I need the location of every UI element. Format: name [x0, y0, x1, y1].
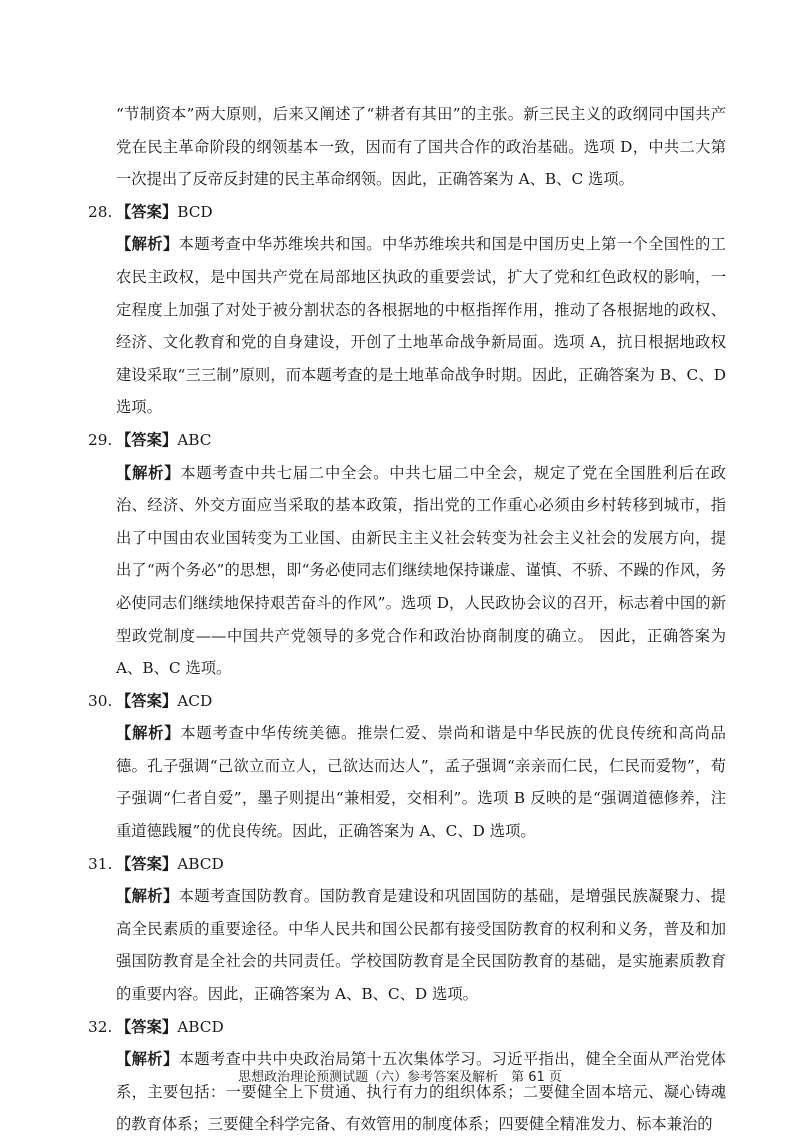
analysis-text: 本题考查国防教育。国防教育是建设和巩固国防的基础，是增强民族凝聚力、提高全民素质的重要途径。中华人民共和国公民都有接受国防教育的权利和义务，普及和加强国防教育是全社会的共同责任。学校国防教育是全民国防教育的基础，是实施素质教育的重要内容。因此，正确答案为 A、B、C、D 选项。 [116, 887, 726, 1004]
question-number: 32. [88, 1017, 113, 1036]
answer-item-31 [88, 848, 726, 1011]
answer-line [88, 424, 726, 457]
question-number: 29. [88, 430, 113, 449]
analysis-tag: 【解析】 [116, 235, 179, 254]
analysis-tag: 【解析】 [116, 887, 179, 906]
analysis-tag: 【解析】 [116, 1050, 179, 1069]
analysis-tag: 【解析】 [116, 463, 181, 482]
answer-value: ABCD [177, 1017, 224, 1036]
intro-paragraph: “节制资本”两大原则，后来又阐述了“耕者有其田”的主张。新三民主义的政纲同中国共产党在民主革命阶段的纲领基本一致，因而有了国共合作的政治基础。选项 D，中共二大第一次提出了反帝反封建的民主革命纲领。因此，正确答案为 A、B、C 选项。 [116, 105, 726, 189]
analysis-text: 本题考查中华苏维埃共和国。中华苏维埃共和国是中国历史上第一个全国性的工农民主政权，是中国共产党在局部地区执政的重要尝试，扩大了党和红色政权的影响，一定程度上加强了对处于被分割状态的各根据地的中枢指挥作用，推动了各根据地的政权、经济、文化教育和党的自身建设，开创了土地革命战争新局面。选项 A，抗日根据地政权建设采取“三三制”原则，而本题考查的是土地革命战争时期。因此，正确答案为 B、C、D 选项。 [116, 235, 726, 417]
answer-value: ABCD [177, 854, 224, 873]
answer-tag: 【答案】 [116, 430, 178, 449]
answer-tag: 【答案】 [116, 854, 178, 873]
analysis-text: 本题考查中共中央政治局第十五次集体学习。习近平指出，健全全面从严治党体系，主要包括：一要健全上下贯通、执行有力的组织体系；二要健全固本培元、凝心铸魂的教育体系；三要健全科学完备、有效管用的制度体系；四要健全精准发力、标本兼治的 [116, 1050, 726, 1134]
answer-page [88, 98, 726, 1141]
answer-line [88, 196, 726, 229]
answer-line [88, 1011, 726, 1044]
analysis-text: 本题考查中共七届二中全会。中共七届二中全会，规定了党在全国胜利后在政治、经济、外交方面应当采取的基本政策，指出党的工作重心必须由乡村转移到城市，指出了中国由农业国转变为工业国、由新民主主义社会转变为社会主义社会的发展方向，提出了“两个务必”的思想，即“务必使同志们继续地保持谦虚、谨慎、不骄、不躁的作风，务必使同志们继续地保持艰苦奋斗的作风”。选项 D，人民政协会议的召开，标志着中国的新型政党制度——中国共产党领导的多党合作和政治协商制度的确立。 因此，正确答案为 A、B、C 选项。 [116, 463, 726, 678]
analysis-paragraph [88, 717, 726, 847]
answer-value: ACD [177, 691, 213, 710]
analysis-paragraph [88, 228, 726, 424]
analysis-tag: 【解析】 [116, 724, 181, 743]
page-footer: 思想政治理论预测试题（六）参考答案及解析 第 61 页 [238, 1070, 562, 1085]
answer-item-29 [88, 424, 726, 685]
analysis-text: 本题考查中华传统美德。推崇仁爱、崇尚和谐是中华民族的优良传统和高尚品德。孔子强调“己欲立而立人，己欲达而达人”，孟子强调“亲亲而仁民，仁民而爱物”，荀子强调“仁者自爱”，墨子则提出“兼相爱，交相利”。选项 B 反映的是“强调道德修养，注重道德践履”的优良传统。因此，正确答案为 A、C、D 选项。 [116, 724, 726, 841]
answer-item-30 [88, 685, 726, 848]
answer-value: BCD [177, 202, 213, 221]
answer-item-28 [88, 196, 726, 424]
answer-value: ABC [177, 430, 212, 449]
analysis-paragraph [88, 880, 726, 1010]
analysis-paragraph [88, 457, 726, 685]
question-number: 28. [88, 202, 113, 221]
question-number: 30. [88, 691, 113, 710]
analysis-paragraph [88, 1043, 726, 1141]
answer-tag: 【答案】 [116, 202, 178, 221]
answer-line [88, 685, 726, 718]
answer-line [88, 848, 726, 881]
answer-tag: 【答案】 [116, 691, 178, 710]
answer-tag: 【答案】 [116, 1017, 178, 1036]
question-number: 31. [88, 854, 113, 873]
